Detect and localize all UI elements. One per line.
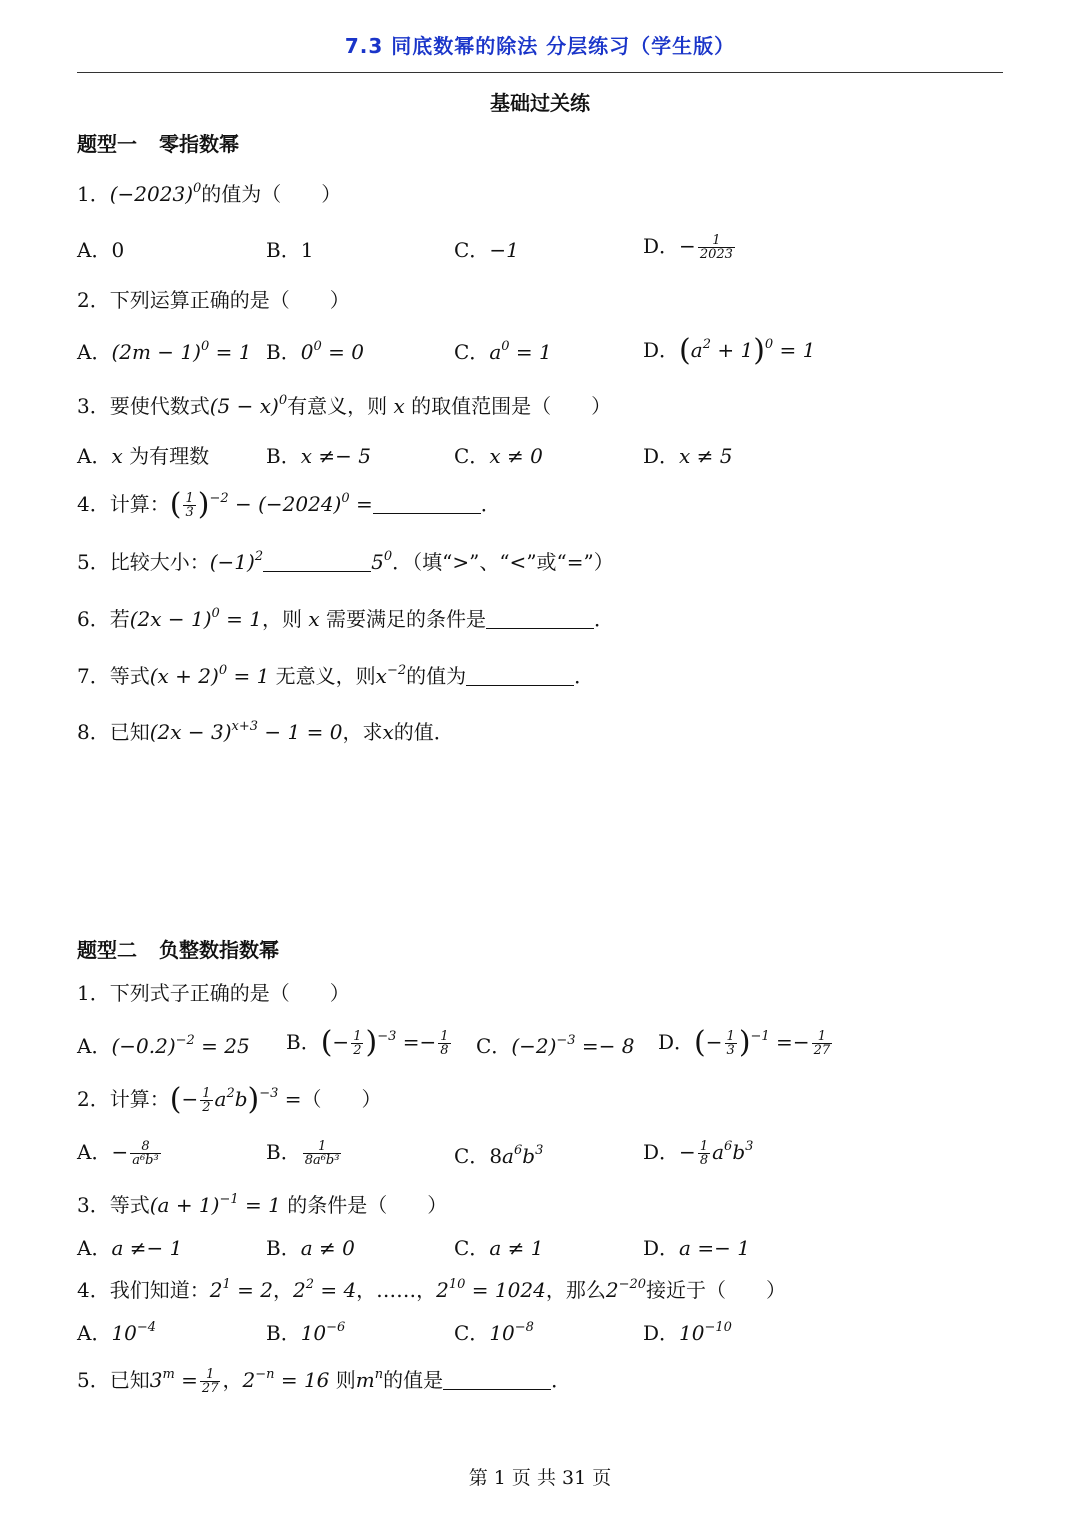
- s1-q2-option-b: B．$0^0 = 0$: [266, 339, 364, 364]
- s2-q1-option-c: C．$(-2)^{-3} =- 8$: [476, 1033, 635, 1058]
- s1-q6: 6．若$(2x - 1)^0 = 1$，则 x 需要满足的条件是 ．: [77, 606, 615, 631]
- s2-q3-option-a: A．a ≠− 1: [77, 1236, 183, 1260]
- s2-q2: 2．计算：(− $\frac{1}{2}$ $a^2b)^{-3}$ =（ ）: [77, 1082, 382, 1117]
- s1-q1-option-d: D．− $\frac{1}{2023}$: [643, 233, 733, 262]
- s2-q3-option-c: C．a ≠ 1: [454, 1236, 544, 1260]
- math: $(-2023)^0$: [109, 181, 202, 206]
- s1-q1: [77, 178, 341, 207]
- s2-q3: 3．等式$(a + 1)^{-1} = 1$ 的条件是（ ）: [77, 1192, 448, 1217]
- answer-blank: [486, 610, 594, 629]
- s1-q7: 7．等式$(x + 2)^0 = 1$ 无意义，则$x^{-2}$的值为 ．: [77, 663, 595, 688]
- s2-q5: 5．已知$3^m$ = $\frac{1}{27}$ ，$2^{-n} = 16$ 则$m^n$的值是 ．: [77, 1367, 572, 1396]
- page-footer: 第 1 页 共 31 页: [468, 1467, 612, 1489]
- section1-label: 题型一: [77, 132, 137, 156]
- s1-q2: 2．下列运算正确的是（ ）: [77, 288, 350, 312]
- s1-q1-option-c: C．−1: [454, 238, 519, 262]
- s2-q1-option-b: B．(− $\frac{1}{2}$ )$^{-3}$ =− $\frac{1}{8}$: [286, 1025, 449, 1060]
- s1-q3-option-c: C．x ≠ 0: [454, 444, 543, 468]
- answer-blank: [373, 495, 481, 514]
- section2-title: [77, 934, 279, 963]
- s2-q3-option-d: D．a =− 1: [643, 1236, 750, 1260]
- s2-q4-option-d: D．$10^{-10}$: [643, 1320, 732, 1345]
- s1-q3: 3．要使代数式$(5 - x)^0$有意义，则 x 的取值范围是（ ）: [77, 393, 612, 418]
- s1-q2-option-d: D．$(a^2 + 1)^0 = 1$: [643, 333, 816, 368]
- s1-q8: 8．已知$(2x - 3)^{x+3} - 1 = 0$，求x的值．: [77, 719, 454, 744]
- s1-q3-option-a: A．x 为有理数: [77, 444, 210, 468]
- s2-q2-option-c: C．$8a^6b^3$: [454, 1143, 544, 1168]
- header-divider: [77, 72, 1003, 73]
- s1-q1-option-b: B．1: [266, 238, 314, 262]
- q-number: 1．: [77, 182, 110, 206]
- answer-blank: [263, 553, 371, 572]
- q-text: 的值为（ ）: [201, 182, 342, 206]
- s2-q2-option-a: A．− $\frac{8}{\text{a⁶b³}}$: [77, 1139, 159, 1168]
- s1-q2-option-a: A．$(2m - 1)^0 = 1$: [77, 339, 252, 364]
- fraction: $\frac{1}{2023}$: [699, 233, 733, 262]
- s2-q4-option-c: C．$10^{-8}$: [454, 1320, 534, 1345]
- s2-q1-option-a: A．$(-0.2)^{-2} = 25$: [77, 1033, 250, 1058]
- s2-q3-option-b: B．a ≠ 0: [266, 1236, 355, 1260]
- s1-q1-option-a: A．0: [77, 238, 125, 262]
- answer-blank: [443, 1371, 551, 1390]
- s1-q3-option-d: D．x ≠ 5: [643, 444, 733, 468]
- section-heading: 基础过关练: [490, 91, 590, 115]
- s2-q4-option-a: A．$10^{-4}$: [77, 1320, 157, 1345]
- s2-q4: 4．我们知道：$2^1 = 2$，$2^2 = 4$，……，$2^{10} = 1024$，那么$2^{-20}$接近于（ ）: [77, 1277, 786, 1302]
- s1-q4: 4．计算：( $\frac{1}{3}$ )$^{-2} - (-2024)^0$ = ．: [77, 487, 501, 522]
- s1-q3-option-b: B．x ≠− 5: [266, 444, 371, 468]
- s2-q1-option-d: D．(− $\frac{1}{3}$ )$^{-1}$ =− $\frac{1}{27}$: [658, 1025, 831, 1060]
- section1-topic: 零指数幂: [159, 132, 239, 156]
- s2-q2-option-d: D．− $\frac{1}{8}$ $a^6b^3$: [643, 1139, 754, 1168]
- s1-q5: 5．比较大小：$(-1)^2$ $5^0$．（填“>”、“<”或“=”）: [77, 549, 614, 574]
- s2-q1: 1．下列式子正确的是（ ）: [77, 981, 350, 1005]
- page-header-title: 7.3 同底数幂的除法 分层练习（学生版）: [344, 34, 736, 58]
- answer-blank: [466, 667, 574, 686]
- section1-title: [77, 128, 239, 157]
- section2-label: 题型二: [77, 938, 137, 962]
- s1-q2-option-c: C．$a^0 = 1$: [454, 339, 552, 364]
- section2-topic: 负整数指数幂: [159, 938, 279, 962]
- s2-q2-option-b: B． $\frac{1}{\text{8a⁶b³}}$: [266, 1139, 340, 1168]
- s2-q4-option-b: B．$10^{-6}$: [266, 1320, 346, 1345]
